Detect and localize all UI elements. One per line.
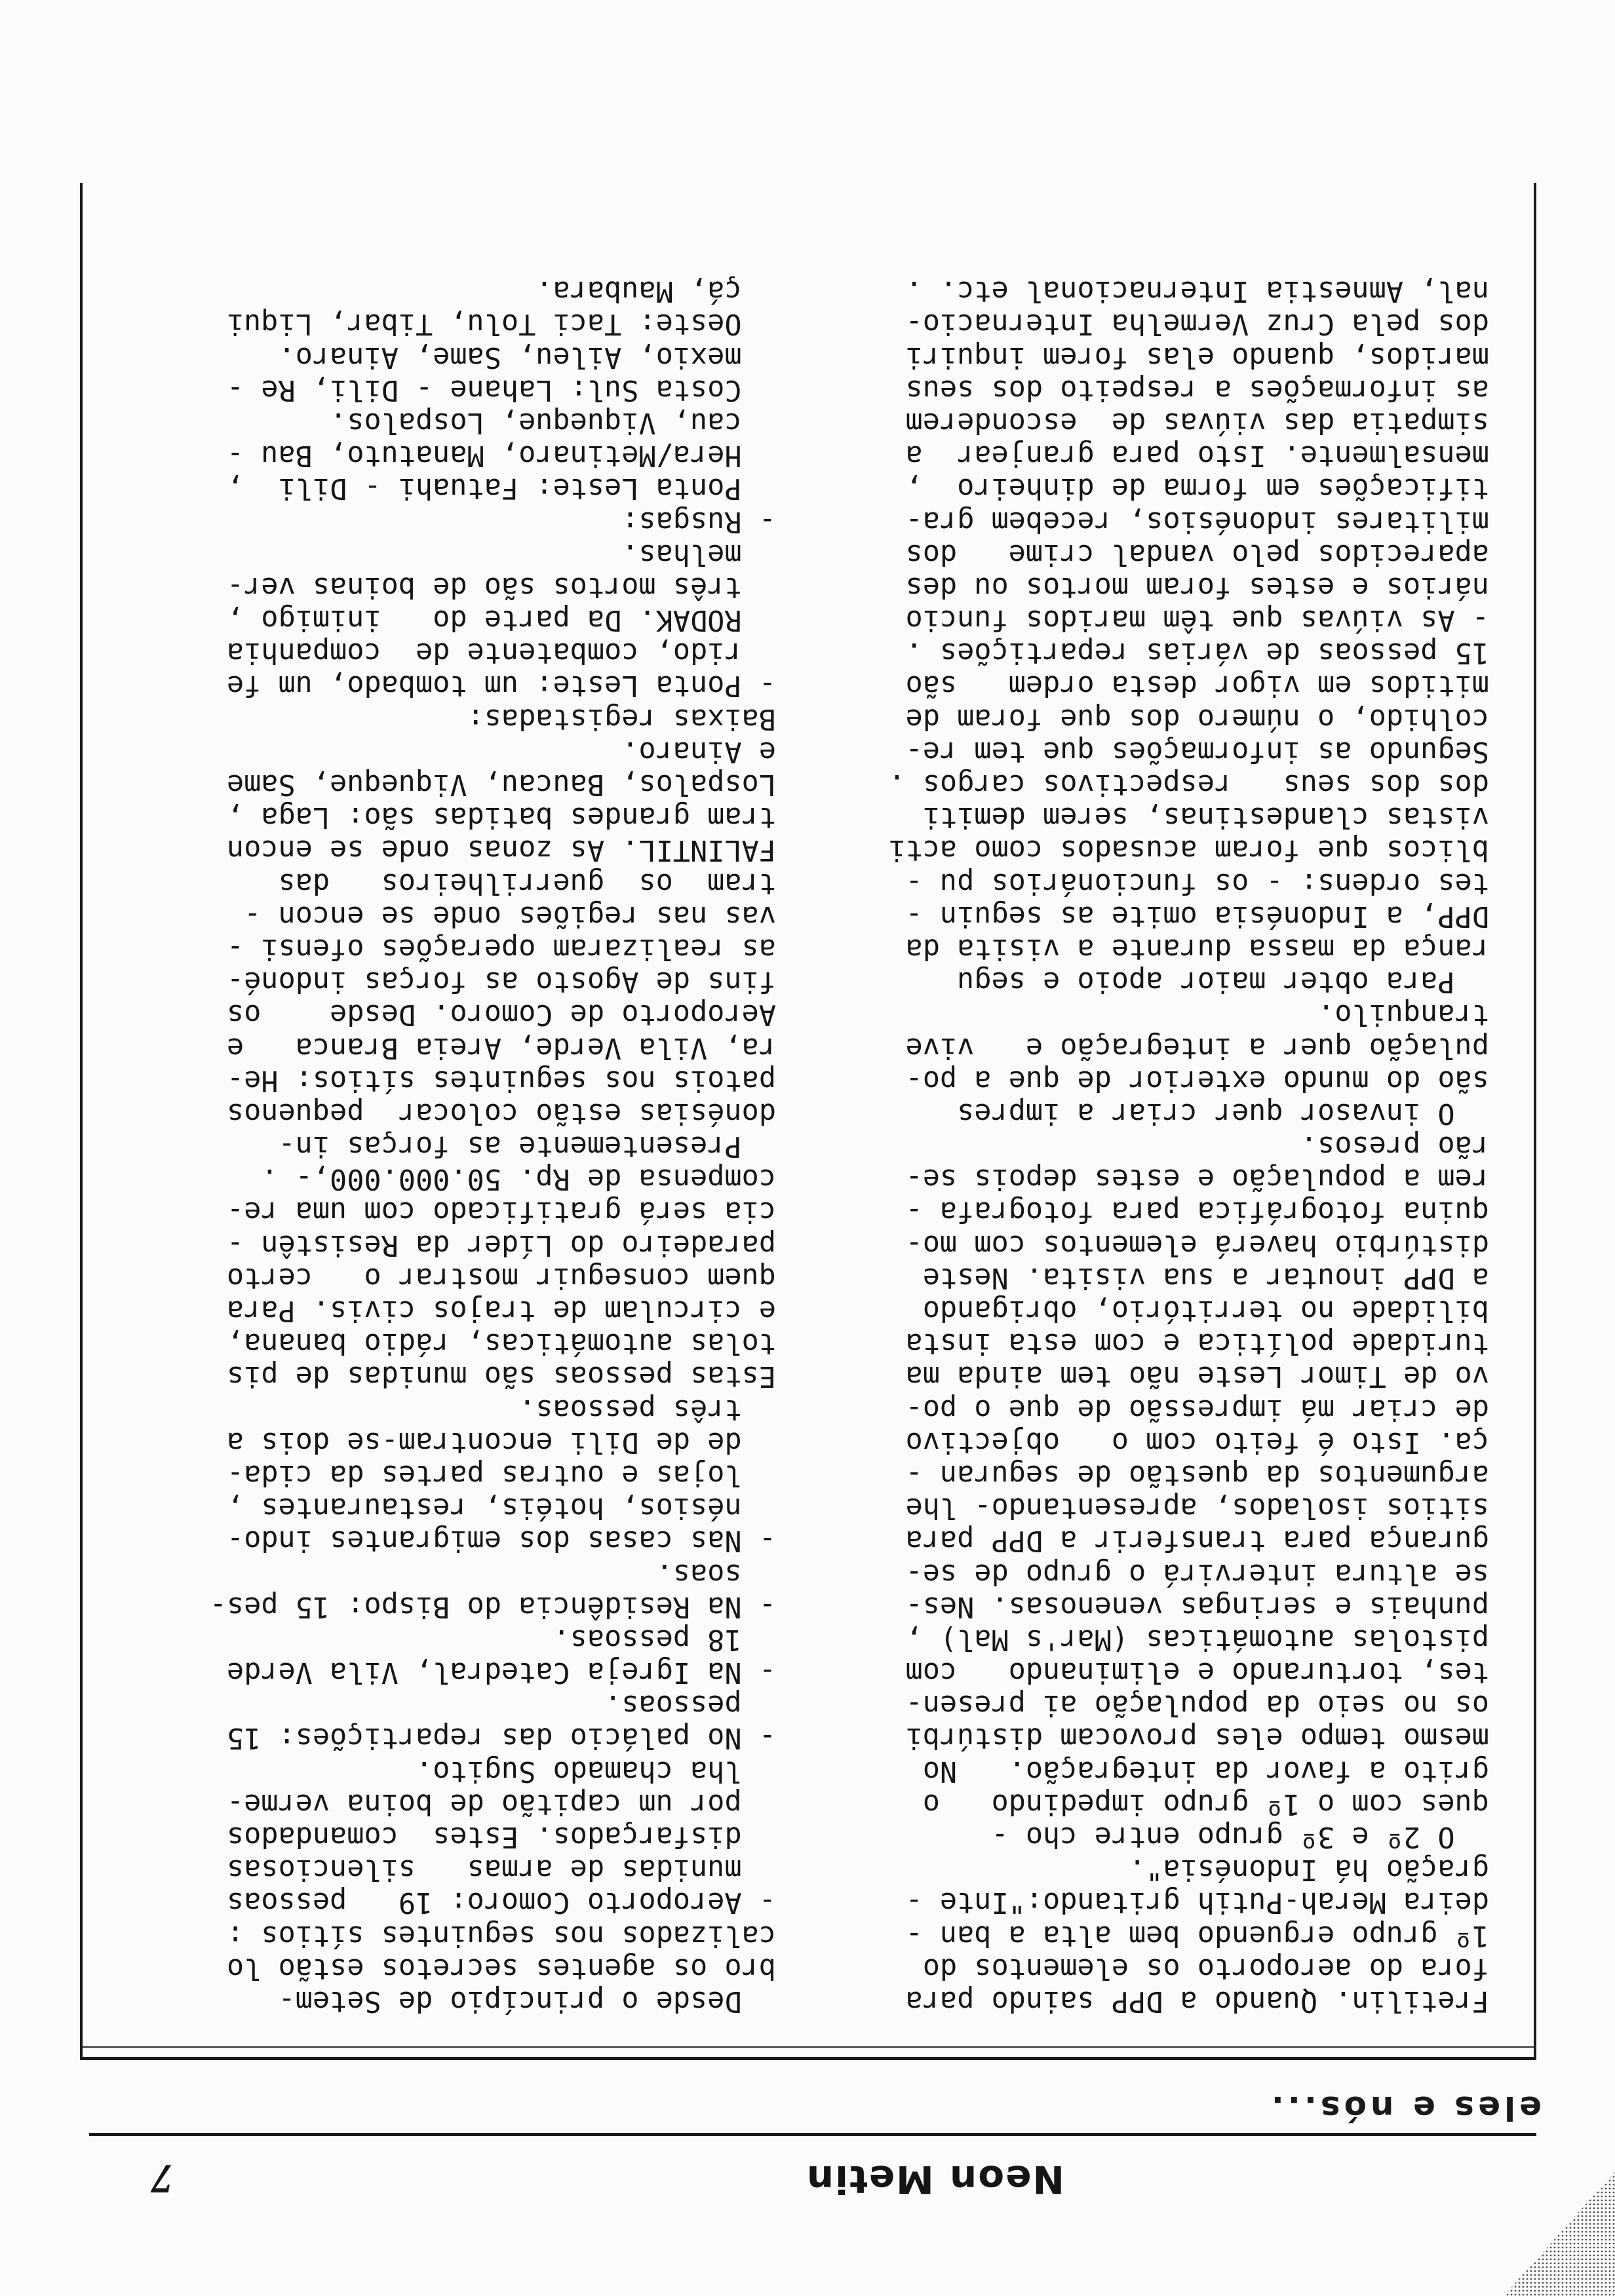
left-column-line: aparecidos pelo vandal crime dos: [905, 537, 1489, 571]
right-column-line: Aeroporto de Comoro. Desde os: [226, 998, 776, 1031]
left-column-line: bilidade no território, obrigando: [922, 1294, 1489, 1328]
left-column-line: mesmo tempo eles provocam distúrbi: [905, 1721, 1489, 1755]
left-column-line: ques com o 1º grupo impedindo o: [922, 1787, 1489, 1820]
right-column-line: as realizaram operações ofensi -: [226, 932, 776, 965]
left-column-line: dos pela Cruz Vermelha Internacio-: [905, 307, 1489, 341]
left-column-line: tes ordens: - os funcionários pu -: [905, 866, 1489, 900]
right-column-line: Lospalos, Baucau, Viqueque, Same: [226, 768, 776, 801]
left-column-line: vo de Timor Leste não tem ainda ma: [905, 1360, 1489, 1393]
left-column-line: tificações em forma de dinheiro ,: [905, 472, 1489, 505]
right-column-line: - Na Residência do Bispo: 15 pes-: [209, 1590, 776, 1623]
right-column: [210, 275, 776, 2018]
section-title: eles e nós...: [1267, 2089, 1542, 2127]
right-column-line: Estas pessoas são munidas de pis: [226, 1360, 776, 1393]
right-column-line: paradeiro do Líder da Resistên -: [226, 1228, 776, 1261]
left-column-line: simpatia das viúvas de esconderem: [905, 406, 1489, 439]
right-column-line: donésias estão colocar pequenos: [226, 1096, 776, 1130]
article-frame: [80, 183, 1536, 2060]
left-column-line: rem a população e estes depois se-: [905, 1162, 1489, 1196]
left-column-line: O invasor quer criar a impres: [957, 1096, 1489, 1130]
right-column-line: tram grandes batidas são: Laga ,: [226, 801, 776, 834]
left-column-line: nários e estes foram mortos ou des: [905, 570, 1489, 603]
left-column-line: a DPP inoutar a sua visita. Neste: [922, 1261, 1489, 1294]
left-column-line: turidade política e com esta insta: [905, 1327, 1489, 1360]
left-column-line: rão presos.: [1300, 1130, 1489, 1163]
right-column-line: fins de Agosto as forças indoné-: [226, 965, 776, 999]
right-column-line: Oeste: Taci Tolu, Tibar, Liqui: [226, 307, 776, 341]
left-column-line: ça. Isto é feito com o objectivo: [905, 1425, 1489, 1459]
left-column-line: gurança para transferir a DPP para: [905, 1524, 1489, 1558]
left-column-line: gração há Indonésia".: [1129, 1853, 1489, 1886]
left-column-line: Para obter maior apoio e segu: [957, 965, 1489, 999]
right-column-line: tram os guerrilheiros das: [278, 866, 776, 900]
left-column-line: rança da massa durante a visita da: [905, 932, 1489, 965]
left-column-line: de criar má impressão de que o po-: [905, 1392, 1489, 1426]
left-column-line: nal, Amnestia Internacional etc. .: [905, 275, 1489, 308]
right-column-line: de de Dili encontram-se dois a: [226, 1425, 776, 1459]
right-column-line: três mortos são de boinas ver-: [226, 570, 776, 603]
publication-title: Neon Metin: [805, 2157, 1064, 2202]
right-column-line: - Ponta Leste: um tombado, um fe: [226, 669, 776, 702]
right-column-line: soas.: [655, 1557, 776, 1590]
right-column-line: calizados nos seguintes sítios :: [226, 1919, 776, 1952]
left-column-line: Fretilin. Quando a DPP saindo para: [905, 1985, 1489, 2018]
right-column-line: e Ainaro.: [621, 735, 776, 768]
left-column: [888, 275, 1489, 2018]
left-column-line: pistolas automáticas (Mar's Mal) ,: [905, 1622, 1489, 1656]
right-column-line: Hera/Metinaro, Manatuto, Bau -: [226, 439, 776, 472]
right-column-line: pessoas.: [604, 1689, 776, 1722]
frame-inner-rule: [83, 2046, 1536, 2048]
right-column-line: compensa de Rp. 50.000.000,- .: [261, 1162, 776, 1196]
right-column-line: ra, Vila Verde, Areia Branca e: [226, 1031, 776, 1064]
right-column-line: lha chamado Sugito.: [416, 1754, 776, 1788]
left-column-line: se altura intervirá o grupo de se-: [905, 1557, 1489, 1590]
left-column-line: punhais e seringas venenosas. Nes-: [905, 1590, 1489, 1623]
left-column-line: quina fotográfica para fotografa -: [905, 1195, 1489, 1229]
right-column-line: três pessoas.: [518, 1392, 776, 1426]
left-column-line: sitios isolados, apresentando- lhe: [905, 1491, 1489, 1525]
left-column-line: fora do aeroporto os elementos do: [922, 1951, 1489, 1985]
right-column-line: munidas de armas silenciosas: [226, 1853, 776, 1886]
right-column-line: - Aeroporto Comoro: 19 pessoas: [226, 1886, 776, 1919]
right-column-line: - Na Igreja Catedral, Vila Verde: [226, 1656, 776, 1689]
left-column-line: militares indonésios, recebem gra-: [905, 505, 1489, 538]
right-column-line: Ponta Leste: Fatuahi - Dili ,: [226, 472, 776, 505]
right-column-line: cia será gratificado com uma re-: [226, 1195, 776, 1229]
right-column-line: rido, combatente de companhia: [226, 636, 776, 670]
left-column-line: colhido, o número dos que foram de: [905, 702, 1489, 735]
right-column-line: nésios, hotéis, restaurantes ,: [226, 1491, 776, 1525]
right-column-line: quem conseguir mostrar o certo: [226, 1261, 776, 1294]
right-column-line: RODAK. Da parte do inimigo ,: [226, 603, 776, 637]
right-column-line: Desde o princípio de Setem-: [278, 1985, 776, 2018]
right-column-line: tolas automáticas, rádio banana,: [226, 1327, 776, 1360]
right-column-line: patois nos seguintes sítios: He-: [226, 1063, 776, 1097]
right-column-line: bro os agentes secretos estão lo: [226, 1951, 776, 1985]
right-column-line: cau, Viqueque, Lospalos.: [330, 406, 776, 439]
left-column-line: pulação quer a integração e vive: [905, 1031, 1489, 1064]
left-column-line: grito a favor da integração. No: [922, 1754, 1489, 1788]
right-column-line: melhas.: [621, 537, 776, 571]
right-column-line: - Rusgas:: [621, 505, 776, 538]
left-column-line: dos dos seus respectivos cargos .: [888, 768, 1489, 801]
left-column-line: blicos que foram acusados como acti: [888, 833, 1489, 867]
right-column-line: 18 pessoas.: [553, 1622, 776, 1656]
right-column-line: vas nas regiões onde se encon -: [244, 899, 776, 932]
right-column-line: Costa Sul: Lahane - Dili, Re -: [226, 373, 776, 406]
right-column-line: por um capitão de boina verme-: [226, 1787, 776, 1820]
right-column-line: e circulam de trajos civis. Para: [226, 1294, 776, 1328]
left-column-line: os no seio da população ai presen-: [905, 1689, 1489, 1722]
right-column-line: Baixas registadas:: [467, 702, 776, 735]
left-column-line: mitidos em vigor desta ordem são: [905, 669, 1489, 702]
left-column-line: tranquilo.: [1317, 998, 1489, 1031]
right-column-line: çá, Maubara.: [535, 275, 776, 308]
left-column-line: 15 pessoas de várias repartições .: [905, 636, 1489, 670]
header-rule: [89, 2133, 1536, 2136]
left-column-line: as informações a respeito dos seus: [905, 373, 1489, 406]
left-column-line: 1º grupo erguendo bem alta a ban -: [905, 1919, 1489, 1952]
left-column-line: são do mundo exterior de que a po-: [905, 1063, 1489, 1097]
left-column-line: maridos, quando elas forem inquiri: [905, 340, 1489, 373]
left-column-line: vistas clandestinas, serem demiti: [922, 801, 1489, 834]
right-column-line: FALINTIL. As zonas onde se encon: [226, 833, 776, 867]
right-column-line: disfarçados. Estes comandados: [226, 1820, 776, 1854]
left-column-line: deira Merah-Putih gritando:"Inte -: [905, 1886, 1489, 1919]
page-number: 7: [152, 2156, 173, 2202]
right-column-line: mexio, Aileu, Same, Ainaro.: [278, 340, 776, 373]
corner-shadow-artifact: [1504, 2172, 1615, 2296]
left-column-line: distúrbio haverá elementos com mo-: [905, 1228, 1489, 1261]
left-column-line: O 2º e 3º grupo entre cho -: [991, 1820, 1489, 1854]
right-column-line: - Nas casas dos emigrantes indo-: [226, 1524, 776, 1558]
left-column-line: DPP, a Indonésia omite as seguin -: [905, 899, 1489, 932]
right-column-line: Presentemente as forças in-: [278, 1130, 776, 1163]
right-column-line: lojas e outras partes da cida-: [226, 1459, 776, 1491]
left-column-line: - As viúvas que têm maridos funcio: [905, 603, 1489, 637]
left-column-line: argumentos da questão de seguran -: [905, 1459, 1489, 1491]
left-column-line: tes, torturando e eliminando com: [905, 1656, 1489, 1689]
left-column-line: Segundo as informações que tem re-: [905, 735, 1489, 768]
left-column-line: mensalmente. Isto para granjear a: [905, 439, 1489, 472]
page-header: [89, 2140, 1536, 2206]
right-column-line: - No palácio das repartições: 15: [226, 1721, 776, 1755]
